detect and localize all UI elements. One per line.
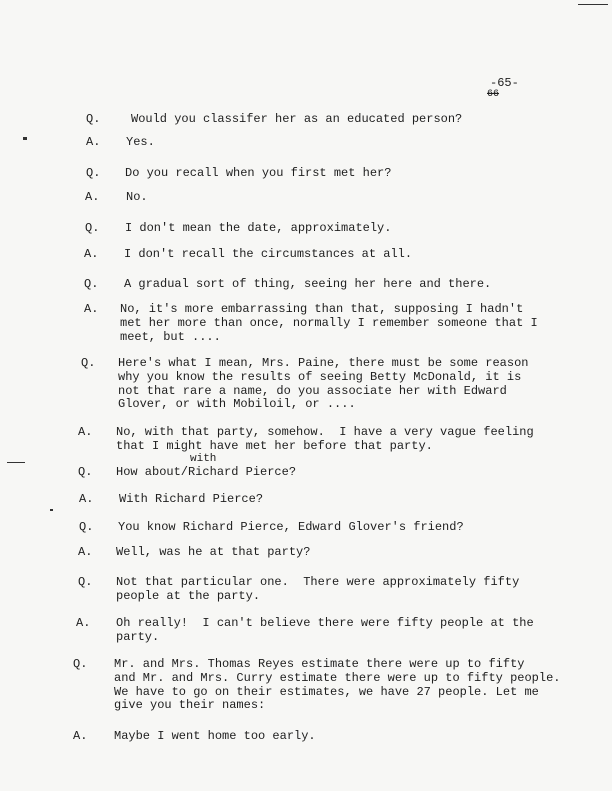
speaker-label: A. <box>85 190 100 204</box>
speaker-label: A. <box>84 247 99 261</box>
transcript-line: people at the party. <box>116 588 261 603</box>
transcript-line: With Richard Pierce? <box>119 492 264 506</box>
speaker-label: A. <box>76 616 91 630</box>
transcript-line: We have to go on their estimates, we have 27 people. Let me <box>114 684 539 699</box>
transcript-line: No. <box>126 190 148 204</box>
speaker-label: Q. <box>81 356 96 370</box>
speaker-label: A. <box>73 729 88 743</box>
handwritten-insertion: with <box>190 453 217 465</box>
transcript-line: Glover, or with Mobiloil, or .... <box>118 397 356 412</box>
transcript-line: How about/Richard Pierce? <box>116 465 297 479</box>
transcript-line: I don't recall the circumstances at all. <box>124 247 413 261</box>
transcript-line: Here's what I mean, Mrs. Paine, there must be some reason <box>118 356 529 370</box>
transcript-line: met her more than once, normally I remember someone that I <box>120 315 538 330</box>
transcript-line: Not that particular one. There were approximately fifty <box>116 575 520 589</box>
transcript-line: Oh really! I can't believe there were fifty people at the <box>116 616 534 630</box>
transcript-line: meet, but .... <box>120 329 221 344</box>
transcript-line: Would you classifer her as an educated person? <box>131 112 463 126</box>
transcript-line: No, it's more embarrassing than that, supposing I hadn't <box>120 302 524 316</box>
transcript-line: that I might have met her before that party. <box>116 438 433 453</box>
speaker-label: Q. <box>73 657 88 671</box>
transcript-line: A gradual sort of thing, seeing her here and there. <box>124 277 492 291</box>
transcript-line: You know Richard Pierce, Edward Glover's friend? <box>118 520 464 534</box>
margin-mark <box>7 462 25 463</box>
speaker-label: Q. <box>84 277 99 291</box>
page-number: -65- <box>490 76 519 90</box>
transcript-line: and Mr. and Mrs. Curry estimate there were up to fifty people. <box>114 670 561 685</box>
transcript-line: Do you recall when you first met her? <box>125 166 392 180</box>
transcript-line: No, with that party, somehow. I have a very vague feeling <box>116 425 534 439</box>
transcript-line: give you their names: <box>114 698 266 713</box>
transcript-line: Mr. and Mrs. Thomas Reyes estimate there were up to fifty <box>114 657 525 671</box>
speaker-label: A. <box>79 492 94 506</box>
top-edge-mark <box>578 4 608 5</box>
speaker-label: A. <box>86 135 101 149</box>
speaker-label: Q. <box>85 221 100 235</box>
transcript-line: Yes. <box>126 135 155 149</box>
transcript-line: party. <box>116 629 160 644</box>
page-number-struck: 66 <box>487 89 500 100</box>
margin-mark <box>23 137 27 140</box>
speaker-label: A. <box>78 425 93 439</box>
transcript-line: why you know the results of seeing Betty McDonald, it is <box>118 369 522 384</box>
transcript-line: not that rare a name, do you associate her with Edward <box>118 383 507 398</box>
speaker-label: A. <box>78 545 93 559</box>
speaker-label: Q. <box>86 112 101 126</box>
transcript-line: I don't mean the date, approximately. <box>125 221 392 235</box>
speaker-label: Q. <box>79 520 94 534</box>
speaker-label: Q. <box>78 465 93 479</box>
margin-mark <box>50 509 53 511</box>
transcript-line: Well, was he at that party? <box>116 545 311 559</box>
transcript-line: Maybe I went home too early. <box>114 729 316 743</box>
speaker-label: Q. <box>78 575 93 589</box>
speaker-label: Q. <box>86 166 101 180</box>
speaker-label: A. <box>84 302 99 316</box>
